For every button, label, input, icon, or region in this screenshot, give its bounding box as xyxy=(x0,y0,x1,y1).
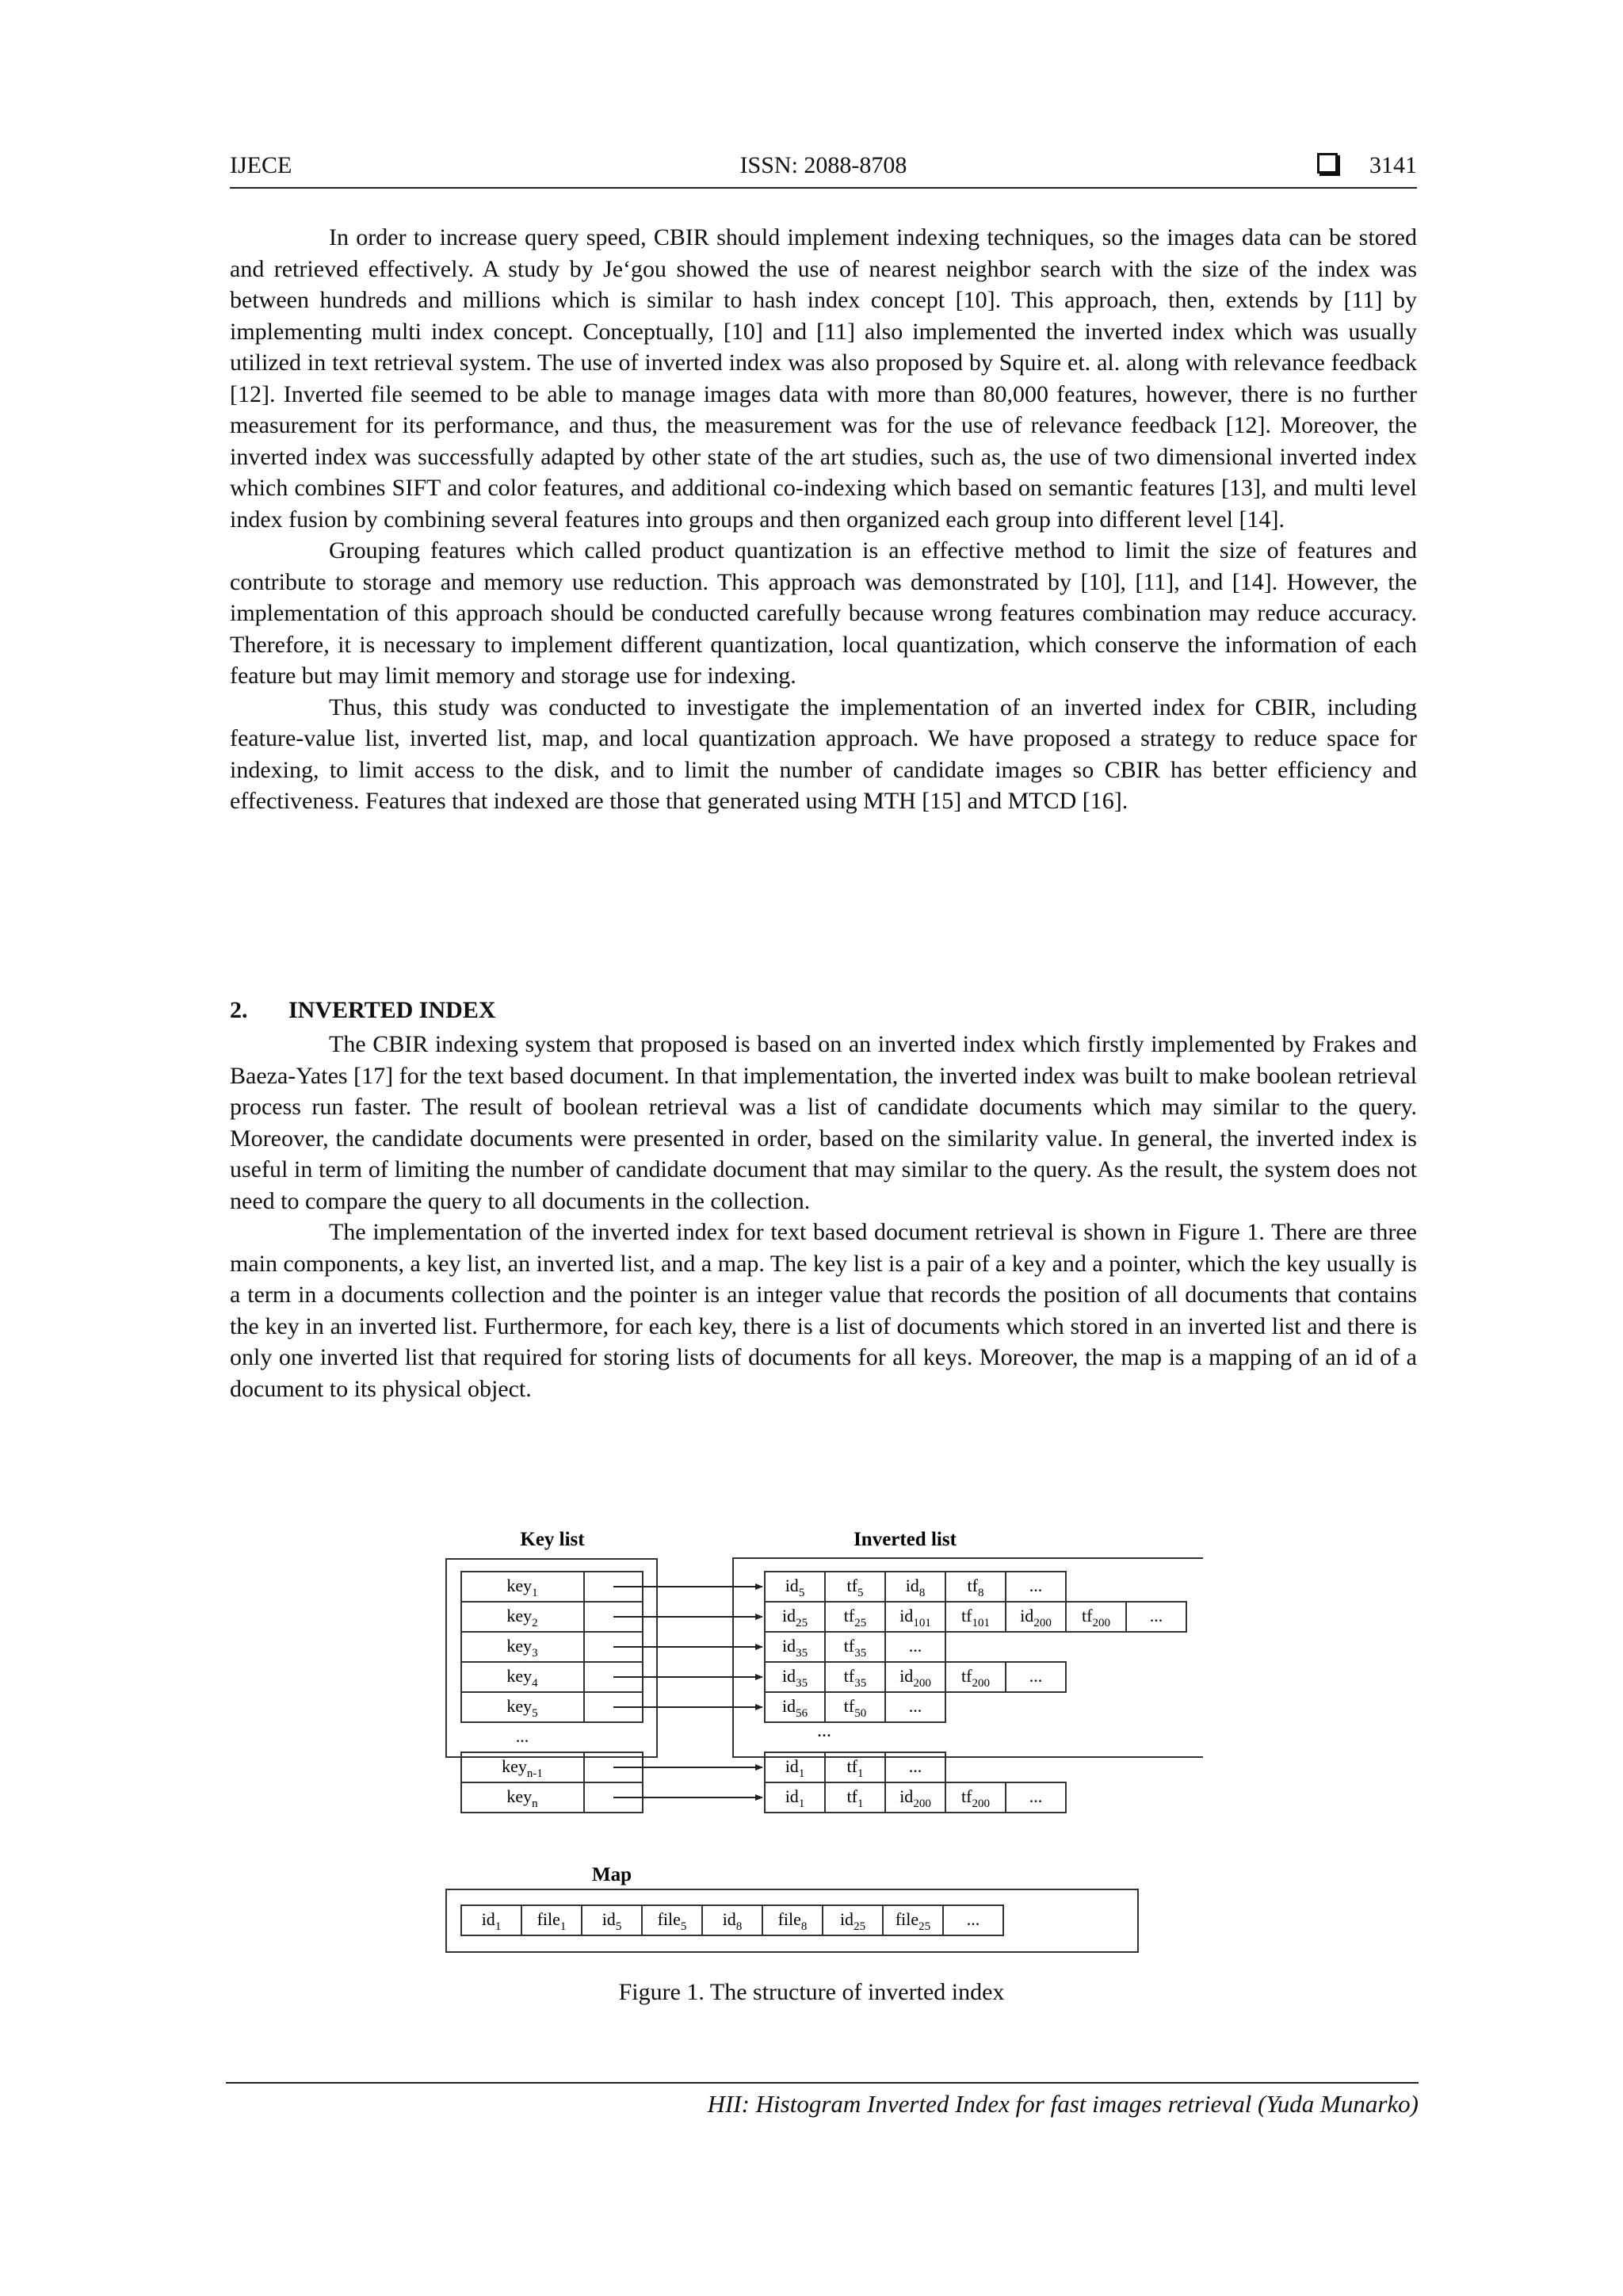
inverted-list xyxy=(765,1572,1186,1813)
inverted-cell-label: ... xyxy=(1149,1606,1163,1626)
inverted-cell-label: $id_{56}$ xyxy=(781,1696,808,1720)
map-cell-label: file$_1$ xyxy=(537,1909,567,1933)
issn: ISSN: 2088-8708 xyxy=(739,152,907,178)
inverted-cell-label: $tf_{101}$ xyxy=(961,1606,990,1629)
map-cell-label: file$_8$ xyxy=(777,1909,808,1933)
inverted-cell-label: $tf_{200}$ xyxy=(961,1786,990,1810)
inverted-cell-label: ... xyxy=(908,1636,922,1656)
map-cell-label: $id_1$ xyxy=(481,1909,502,1933)
map-cell-label: ... xyxy=(966,1909,980,1929)
running-header xyxy=(230,152,1417,189)
inverted-cell-label: $tf_{25}$ xyxy=(843,1606,867,1629)
running-footer: HII: Histogram Inverted Index for fast images retrieval (Yuda Munarko) xyxy=(226,2082,1419,2118)
inverted-cell-label: ... xyxy=(908,1696,922,1716)
map-cell-label: file$_5$ xyxy=(657,1909,687,1933)
map-cell-label: $id_{25}$ xyxy=(839,1909,866,1933)
inverted-list-title: Inverted list xyxy=(854,1529,957,1550)
inverted-cell-label: $tf_8$ xyxy=(967,1576,984,1599)
key-label: key$_3$ xyxy=(506,1636,538,1660)
key-list xyxy=(461,1572,643,1813)
key-label: key$_4$ xyxy=(506,1666,538,1690)
page-number-group xyxy=(1317,152,1417,179)
key-list-title: Key list xyxy=(520,1529,585,1550)
inverted-cell-label: $id_{101}$ xyxy=(899,1606,931,1629)
paragraph: Thus, this study was conducted to investigate the implementation of an inverted index for CBIR, including feature-value list, inverted list, map, and local quantization approach. We have proposed a strategy to reduce space for indexing, to limit access to the disk, and to limit the number of candidate images so CBIR has better efficiency and effectiveness. Features that indexed are those that generated using MTH [15] and MTCD [16]. xyxy=(230,693,1417,814)
key-label: key$_1$ xyxy=(506,1576,538,1599)
map-list xyxy=(461,1905,1003,1935)
inverted-cell-label: $id_{25}$ xyxy=(781,1606,808,1629)
paragraph: In order to increase query speed, CBIR should implement indexing techniques, so the images data can be stored and retrieved effectively. A study by Je‘gou showed the use of nearest neighbor search with the size of the index was between hundreds and millions which is similar to hash index concept [10]. This approach, then, extends by [11] by implementing multi index concept. Conceptually, [10] and [11] also implemented the inverted index which was usually utilized in text retrieval system. The use of inverted index was also proposed by Squire et. al. along with relevance feedback [12]. Inverted file seemed to be able to manage images data with more than 80,000 features, however, there is no further measurement for its performance, and thus, the measurement was for the use of relevance feedback [12]. Moreover, the inverted index was successfully adapted by other state of the art studies, such as, the use of two dimensional inverted index which combines SIFT and color features, and additional co-indexing which based on semantic features [13], and multi level index fusion by combining several features into groups and then organized each group into different level [14]. xyxy=(230,224,1417,533)
inverted-cell-label: $id_5$ xyxy=(785,1576,805,1599)
journal-name: IJECE xyxy=(230,152,292,178)
square-bullet-icon xyxy=(1317,153,1338,174)
page-number: 3141 xyxy=(1369,152,1417,178)
paragraph: The implementation of the inverted index for text based document retrieval is shown in Figure 1. There are three main components, a key list, an inverted list, and a map. The key list is a pair of a key and a pointer, which the key usually is a term in a documents collection and the pointer is an integer value that records the position of all documents that contains the key in an inverted list. Furthermore, for each key, there is a list of documents which stored in an inverted list and there is only one inverted list that required for storing lists of documents for all keys. Moreover, the map is a mapping of an id of a document to its physical object. xyxy=(230,1219,1417,1402)
inverted-cell-label: ... xyxy=(1029,1786,1043,1806)
inverted-cell-label: $tf_{35}$ xyxy=(843,1666,867,1690)
inverted-cell-label: $tf_1$ xyxy=(846,1756,864,1780)
inverted-cell-label: $id_{35}$ xyxy=(781,1636,808,1660)
inverted-cell-label: $tf_{200}$ xyxy=(961,1666,990,1690)
inverted-cell-label: $id_{35}$ xyxy=(781,1666,808,1690)
map-title: Map xyxy=(592,1864,632,1885)
inverted-cell-label: $id_{200}$ xyxy=(1020,1606,1052,1629)
inverted-cell-label: $id_{200}$ xyxy=(899,1786,931,1810)
section-title: INVERTED INDEX xyxy=(288,997,496,1023)
key-label: key$_{n-1}$ xyxy=(502,1756,543,1780)
key-label: key$_n$ xyxy=(506,1786,538,1810)
section-text xyxy=(230,1029,1417,1404)
inverted-cell-label: $tf_1$ xyxy=(846,1786,864,1810)
intro-text xyxy=(230,222,1417,817)
figure-caption: Figure 1. The structure of inverted index xyxy=(618,1979,1005,2005)
inverted-index-figure xyxy=(0,1518,1623,1962)
section-number: 2. xyxy=(230,997,248,1023)
inverted-cell-label: $tf_{35}$ xyxy=(843,1636,867,1660)
inverted-ellipsis: ... xyxy=(817,1721,831,1741)
key-list-frame xyxy=(446,1559,657,1757)
paragraph: The CBIR indexing system that proposed is based on an inverted index which firstly implemented by Frakes and Baeza-Yates [17] for the text based document. In that implementation, the inverted index was built to make boolean retrieval process run faster. The result of boolean retrieval was a list of candidate documents which may similar to the query. Moreover, the candidate documents were presented in order, based on the similarity value. In general, the inverted index is useful in term of limiting the number of candidate document that may similar to the query. As the result, the system does not need to compare the query to all documents in the collection. xyxy=(230,1031,1417,1214)
paragraph: Grouping features which called product quantization is an effective method to limit the size of features and contribute to storage and memory use reduction. This approach was demonstrated by [10], [11], and [14]. However, the implementation of this approach should be conducted carefully because wrong features combination may reduce accuracy. Therefore, it is necessary to implement different quantization, local quantization, which conserve the information of each feature but may limit memory and storage use for indexing. xyxy=(230,537,1417,689)
map-cell-label: $id_5$ xyxy=(601,1909,622,1933)
inverted-cell-label: $id_1$ xyxy=(785,1786,805,1810)
inverted-cell-label: $id_8$ xyxy=(905,1576,926,1599)
inverted-cell-label: $tf_5$ xyxy=(846,1576,864,1599)
inverted-cell-label: $tf_{50}$ xyxy=(843,1696,867,1720)
map-cell-label: file$_{25}$ xyxy=(895,1909,931,1933)
key-ellipsis: ... xyxy=(515,1726,529,1746)
inverted-cell-label: $id_1$ xyxy=(785,1756,805,1780)
map-cell-label: $id_8$ xyxy=(722,1909,743,1933)
inverted-cell-label: ... xyxy=(1029,1666,1043,1686)
inverted-cell-label: ... xyxy=(1029,1576,1043,1595)
inverted-cell-label: ... xyxy=(908,1756,922,1776)
inverted-cell-label: $id_{200}$ xyxy=(899,1666,931,1690)
key-label: key$_2$ xyxy=(506,1606,538,1629)
key-label: key$_5$ xyxy=(506,1696,538,1720)
inverted-cell-label: $tf_{200}$ xyxy=(1082,1606,1110,1629)
section-heading xyxy=(230,997,496,1024)
